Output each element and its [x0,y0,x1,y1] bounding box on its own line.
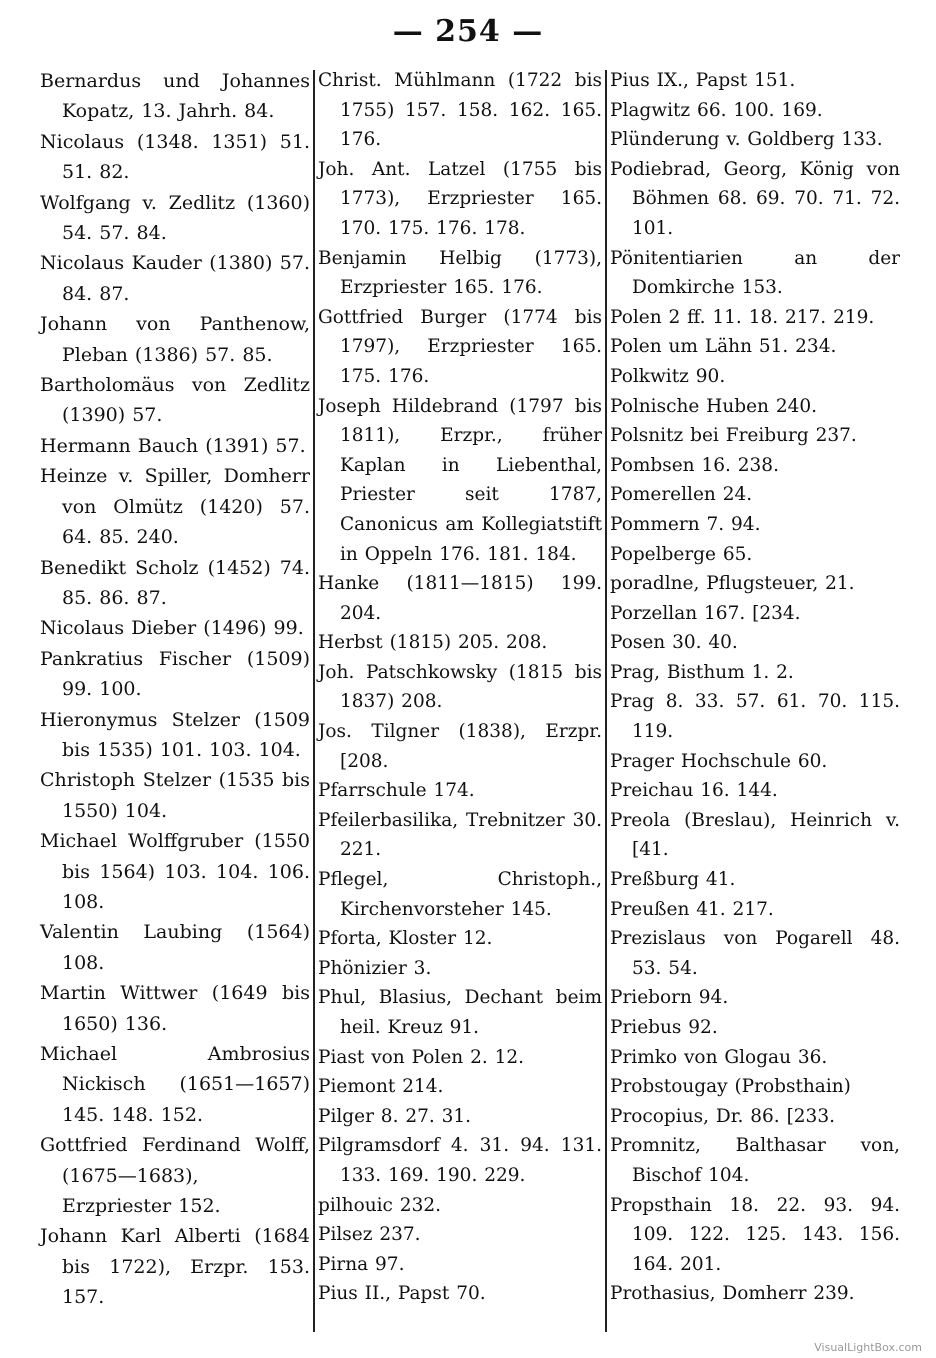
index-entry: Jos. Tilgner (1838), Erzpr. [208. [318,721,602,772]
index-entry: Hanke (1811—1815) 199. 204. [318,573,602,624]
index-entry: Prezislaus von Pogarell 48. 53. 54. [610,928,900,979]
index-entry: Martin Wittwer (1649 bis 1650) 136. [40,982,310,1035]
index-entry: Heinze v. Spiller, Domherr von Olmütz (1420) 57. 64. 85. 240. [40,465,310,549]
index-entry: Pflegel, Christoph., Kirchenvorsteher 145. [318,869,602,920]
index-entry: Pius IX., Papst 151. [610,70,796,91]
index-entry: Pius II., Papst 70. [318,1283,486,1305]
index-entry: Pfeilerbasilika, Trebnitzer 30. 221. [318,809,602,861]
index-entry: Herbst (1815) 205. 208. [318,632,548,654]
page-number: — 254 — [392,14,544,49]
index-entry: Johann von Panthenow, Pleban (1386) 57. 85. [40,313,310,366]
index-entry: pilhouic 232. [318,1194,441,1216]
index-entry: Polkwitz 90. [610,365,726,387]
index-entry: Procopius, Dr. 86. [233. [610,1105,835,1127]
index-entry: Polsnitz bei Freiburg 237. [610,425,857,447]
index-entry: Pilger 8. 27. 31. [318,1105,472,1127]
index-entry: Preichau 16. 144. [610,780,778,802]
index-entry: Probstougay (Probsthain) [610,1076,851,1098]
index-entry: Pombsen 16. 238. [610,454,779,476]
index-entry: Pfarrschule 174. [318,780,475,802]
index-entry: Phönizier 3. [318,957,432,979]
index-entry: Preußen 41. 217. [610,898,774,920]
index-entry: Porzellan 167. [234. [610,602,801,624]
index-entry: Prag, Bisthum 1. 2. [610,661,794,683]
index-entry: Nicolaus Kauder (1380) 57. 84. 87. [40,252,310,305]
index-entry: Christ. Mühlmann (1722 bis 1755) 157. 158. 162. 165. 176. [318,70,602,151]
index-entry: Joseph Hildebrand (1797 bis 1811), Erzpr., früher Kaplan in Liebenthal, Priester seit 1787, Canonicus am Kollegiatstift in Oppeln 176. 181. 184. [318,395,602,565]
index-entry: Hieronymus Stelzer (1509 bis 1535) 101. 103. 104. [40,708,310,761]
index-entry: Bartholomäus von Zedlitz (1390) 57. [40,374,310,427]
index-entry: Posen 30. 40. [610,632,738,654]
index-entry: Pönitentiarien an der Domkirche 153. [610,247,900,299]
index-entry: Joh. Ant. Latzel (1755 bis 1773), Erzpriester 165. 170. 175. 176. 178. [318,158,602,239]
index-entry: Promnitz, Balthasar von, Bischof 104. [610,1135,900,1186]
index-entry: Popelberge 65. [610,543,753,565]
index-entry: Michael Wolffgruber (1550 bis 1564) 103. 104. 106. 108. [40,830,310,913]
index-entry: Gottfried Ferdinand Wolff, (1675—1683), Erzpriester 152. [40,1134,310,1218]
index-entry: Wolfgang v. Zedlitz (1360) 54. 57. 84. [40,191,310,245]
index-entry: Plünderung v. Goldberg 133. [610,129,883,151]
index-entry: Bernardus und Johannes Kopatz, 13. Jahrh. 84. [40,70,310,123]
index-entry: Pomerellen 24. [610,484,753,506]
index-entry: Propsthain 18. 22. 93. 94. 109. 122. 125. 143. 156. 164. 201. [610,1194,900,1275]
index-entry: Piast von Polen 2. 12. [318,1046,525,1068]
index-entry: Pommern 7. 94. [610,513,761,535]
index-entry: Prag 8. 33. 57. 61. 70. 115. 119. [610,691,900,743]
index-entry: Polen 2 ff. 11. 18. 217. 219. [610,306,875,328]
index-entry: Benjamin Helbig (1773), Erzpriester 165. 176. [318,247,602,299]
index-column-1 [40,66,310,1336]
index-entry: Pirna 97. [318,1253,405,1275]
index-entry: Prothasius, Domherr 239. [610,1283,855,1305]
index-entry: Prager Hochschule 60. [610,750,828,772]
index-entry: Gottfried Burger (1774 bis 1797), Erzpriester 165. 175. 176. [318,306,602,387]
index-entry: Joh. Patschkowsky (1815 bis 1837) 208. [318,661,602,713]
index-entry: Pilgramsdorf 4. 31. 94. 131. 133. 169. 190. 229. [318,1135,602,1186]
index-entry: Polnische Huben 240. [610,395,818,417]
index-entry: Piemont 214. [318,1076,444,1098]
index-entry: Pankratius Fischer (1509) 99. 100. [40,647,310,701]
index-entry: Preßburg 41. [610,869,736,891]
index-entry: Hermann Bauch (1391) 57. [40,434,306,457]
column-divider [313,70,315,1332]
index-entry: Priebus 92. [610,1017,718,1038]
index-entry: Christoph Stelzer (1535 bis 1550) 104. [40,769,310,822]
index-entry: Pforta, Kloster 12. [318,928,493,950]
watermark: VisualLightBox.com [814,1341,922,1354]
index-entry: Podiebrad, Georg, König von Böhmen 68. 69. 70. 71. 72. 101. [610,158,900,239]
index-column-3 [610,66,900,1336]
index-entry: poradlne, Pflugsteuer, 21. [610,573,855,595]
index-entry: Nicolaus Dieber (1496) 99. [40,617,304,640]
index-entry: Prieborn 94. [610,987,729,1009]
index-entry: Preola (Breslau), Heinrich v. [41. [610,809,900,861]
index-entry: Pilsez 237. [318,1224,421,1246]
index-entry: Primko von Glogau 36. [610,1046,828,1068]
index-column-2 [318,66,602,1336]
index-entry: Nicolaus (1348. 1351) 51. 51. 82. [40,130,310,184]
index-entry: Benedikt Scholz (1452) 74. 85. 86. 87. [40,556,310,609]
index-entry: Michael Ambrosius Nickisch (1651—1657) 145. 148. 152. [40,1043,310,1126]
index-entry: Polen um Lähn 51. 234. [610,336,837,358]
index-entry: Phul, Blasius, Dechant beim heil. Kreuz 91. [318,987,602,1038]
column-divider [605,70,607,1332]
index-entry: Johann Karl Alberti (1684 bis 1722), Erzpr. 153. 157. [40,1225,310,1309]
index-entry: Plagwitz 66. 100. 169. [610,99,823,121]
index-entry: Valentin Laubing (1564) 108. [40,921,310,974]
